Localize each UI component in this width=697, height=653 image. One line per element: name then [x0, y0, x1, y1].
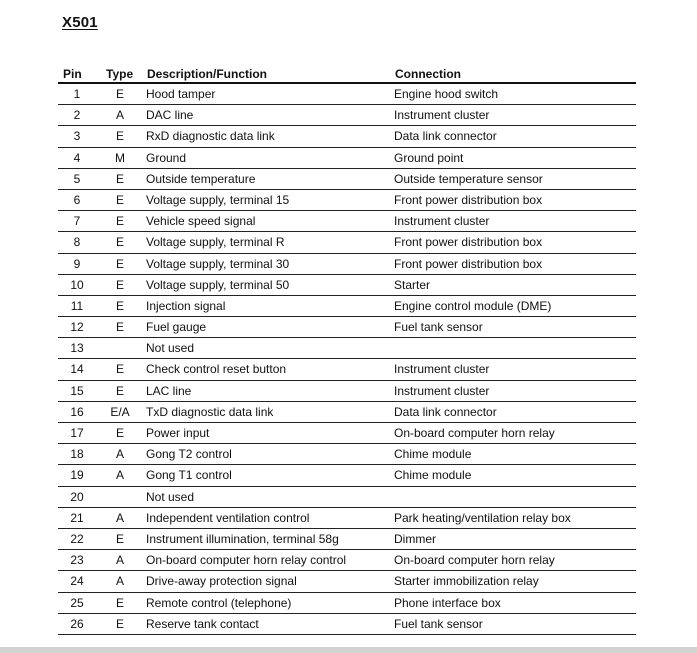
table-row: [58, 84, 636, 105]
table-row: [58, 190, 636, 211]
pin-cell: 11: [70, 298, 84, 313]
pin-cell: 8: [73, 235, 81, 250]
document-title: X501: [62, 14, 98, 31]
pin-cell: 13: [70, 341, 84, 356]
type-cell: E: [115, 171, 124, 186]
description-cell: Check control reset button: [146, 362, 287, 377]
pin-cell: 7: [73, 214, 81, 229]
table-row: [58, 614, 636, 635]
description-cell: DAC line: [146, 108, 194, 123]
table-row: [58, 444, 636, 465]
description-cell: Outside temperature: [146, 171, 256, 186]
connection-cell: Instrument cluster: [394, 108, 490, 123]
description-cell: Instrument illumination, terminal 58g: [146, 531, 339, 546]
type-cell: A: [115, 108, 124, 123]
pin-cell: 6: [73, 192, 81, 207]
type-cell: A: [115, 574, 124, 589]
connection-cell: Chime module: [394, 468, 472, 483]
table-row: [58, 359, 636, 380]
type-cell: E: [115, 214, 124, 229]
table-row: [58, 169, 636, 190]
connection-cell: Front power distribution box: [394, 192, 543, 207]
connection-cell: Starter: [394, 277, 431, 292]
table-row: [58, 423, 636, 444]
description-cell: Vehicle speed signal: [146, 214, 256, 229]
connection-cell: Instrument cluster: [394, 214, 490, 229]
type-cell: E: [115, 362, 124, 377]
table-row: [58, 254, 636, 275]
pin-cell: 17: [70, 426, 84, 440]
table-row: [58, 275, 636, 296]
description-cell: Voltage supply, terminal 50: [146, 277, 290, 292]
table-row: [58, 381, 636, 402]
header-pin: Pin: [63, 67, 82, 81]
table-row: [58, 465, 636, 486]
connection-cell: Starter immobilization relay: [394, 574, 539, 589]
description-cell: Ground: [146, 150, 187, 165]
pin-cell: 10: [70, 277, 84, 292]
connection-cell: Instrument cluster: [394, 362, 490, 377]
connection-cell: Front power distribution box: [394, 256, 543, 271]
description-cell: Independent ventilation control: [146, 510, 310, 525]
pin-cell: 2: [73, 108, 81, 123]
pin-cell: 12: [70, 320, 84, 335]
description-cell: Gong T2 control: [146, 447, 232, 462]
type-cell: E: [115, 87, 124, 101]
table-row: [58, 211, 636, 232]
description-cell: Gong T1 control: [146, 468, 232, 483]
description-cell: Voltage supply, terminal 15: [146, 192, 290, 207]
pin-cell: 4: [73, 150, 81, 165]
table-header: [58, 64, 636, 84]
description-cell: Not used: [146, 489, 195, 504]
type-cell: E: [115, 320, 124, 335]
type-cell: A: [115, 553, 124, 568]
type-cell: E: [115, 531, 124, 546]
pin-table: [58, 64, 636, 635]
header-type: Type: [106, 67, 134, 81]
connection-cell: Phone interface box: [394, 595, 501, 610]
bottom-edge: [0, 647, 697, 653]
connection-cell: Ground point: [394, 150, 464, 165]
pin-cell: 20: [70, 489, 84, 504]
pin-cell: 3: [73, 129, 81, 144]
type-cell: E: [115, 235, 124, 250]
connection-cell: Engine hood switch: [394, 87, 499, 101]
pin-cell: 21: [70, 510, 84, 525]
table-row: [58, 402, 636, 423]
description-cell: Drive-away protection signal: [146, 574, 297, 589]
type-cell: E: [115, 277, 124, 292]
description-cell: LAC line: [146, 383, 192, 398]
description-cell: Fuel gauge: [146, 320, 207, 335]
connection-cell: Fuel tank sensor: [394, 616, 483, 631]
type-cell: A: [115, 468, 124, 483]
table-row: [58, 508, 636, 529]
type-cell: A: [115, 447, 124, 462]
pin-cell: 14: [70, 362, 84, 377]
type-cell: E: [115, 616, 124, 631]
pin-cell: 24: [70, 574, 84, 589]
description-cell: Power input: [146, 426, 210, 440]
header-description: Description/Function: [147, 67, 267, 81]
pin-cell: 22: [70, 531, 84, 546]
connection-cell: On-board computer horn relay: [394, 553, 555, 568]
table-row: [58, 550, 636, 571]
connection-cell: Data link connector: [394, 129, 497, 144]
connection-cell: Chime module: [394, 447, 472, 462]
pin-cell: 9: [73, 256, 81, 271]
connection-cell: Engine control module (DME): [394, 298, 552, 313]
type-cell: E: [115, 595, 124, 610]
connection-cell: Outside temperature sensor: [394, 171, 543, 186]
description-cell: Injection signal: [146, 298, 226, 313]
type-cell: E: [115, 426, 124, 440]
pin-cell: 16: [70, 404, 84, 419]
type-cell: E: [115, 192, 124, 207]
pin-cell: 5: [73, 171, 81, 186]
table-row: [58, 338, 636, 359]
pin-cell: 1: [73, 87, 81, 101]
pin-cell: 26: [70, 616, 84, 631]
description-cell: Voltage supply, terminal R: [146, 235, 285, 250]
table-row: [58, 232, 636, 253]
connection-cell: Instrument cluster: [394, 383, 490, 398]
description-cell: TxD diagnostic data link: [146, 404, 274, 419]
type-cell: E: [115, 298, 124, 313]
type-cell: E: [115, 256, 124, 271]
table-row: [58, 593, 636, 614]
connection-cell: Park heating/ventilation relay box: [394, 510, 571, 525]
pin-cell: 19: [70, 468, 84, 483]
table-row: [58, 105, 636, 126]
type-cell: E/A: [110, 404, 130, 419]
description-cell: Hood tamper: [146, 87, 216, 101]
pin-cell: 25: [70, 595, 84, 610]
connection-cell: Front power distribution box: [394, 235, 543, 250]
connection-cell: On-board computer horn relay: [394, 426, 555, 440]
table-row: [58, 296, 636, 317]
type-cell: M: [115, 150, 125, 165]
pin-cell: 23: [70, 553, 84, 568]
description-cell: Voltage supply, terminal 30: [146, 256, 290, 271]
pin-cell: 15: [70, 383, 84, 398]
connection-cell: Fuel tank sensor: [394, 320, 483, 335]
table-body: [58, 84, 636, 635]
type-cell: E: [115, 383, 124, 398]
type-cell: E: [115, 129, 124, 144]
table-row: [58, 148, 636, 169]
description-cell: RxD diagnostic data link: [146, 129, 275, 144]
type-cell: A: [115, 510, 124, 525]
table-row: [58, 571, 636, 592]
connection-cell: Data link connector: [394, 404, 497, 419]
table-row: [58, 529, 636, 550]
connection-cell: Dimmer: [394, 531, 436, 546]
header-connection: Connection: [395, 67, 461, 81]
table-row: [58, 487, 636, 508]
description-cell: Not used: [146, 341, 195, 356]
table-row: [58, 317, 636, 338]
description-cell: Reserve tank contact: [146, 616, 259, 631]
description-cell: On-board computer horn relay control: [146, 553, 347, 568]
table-row: [58, 126, 636, 147]
description-cell: Remote control (telephone): [146, 595, 292, 610]
pin-cell: 18: [70, 447, 84, 462]
